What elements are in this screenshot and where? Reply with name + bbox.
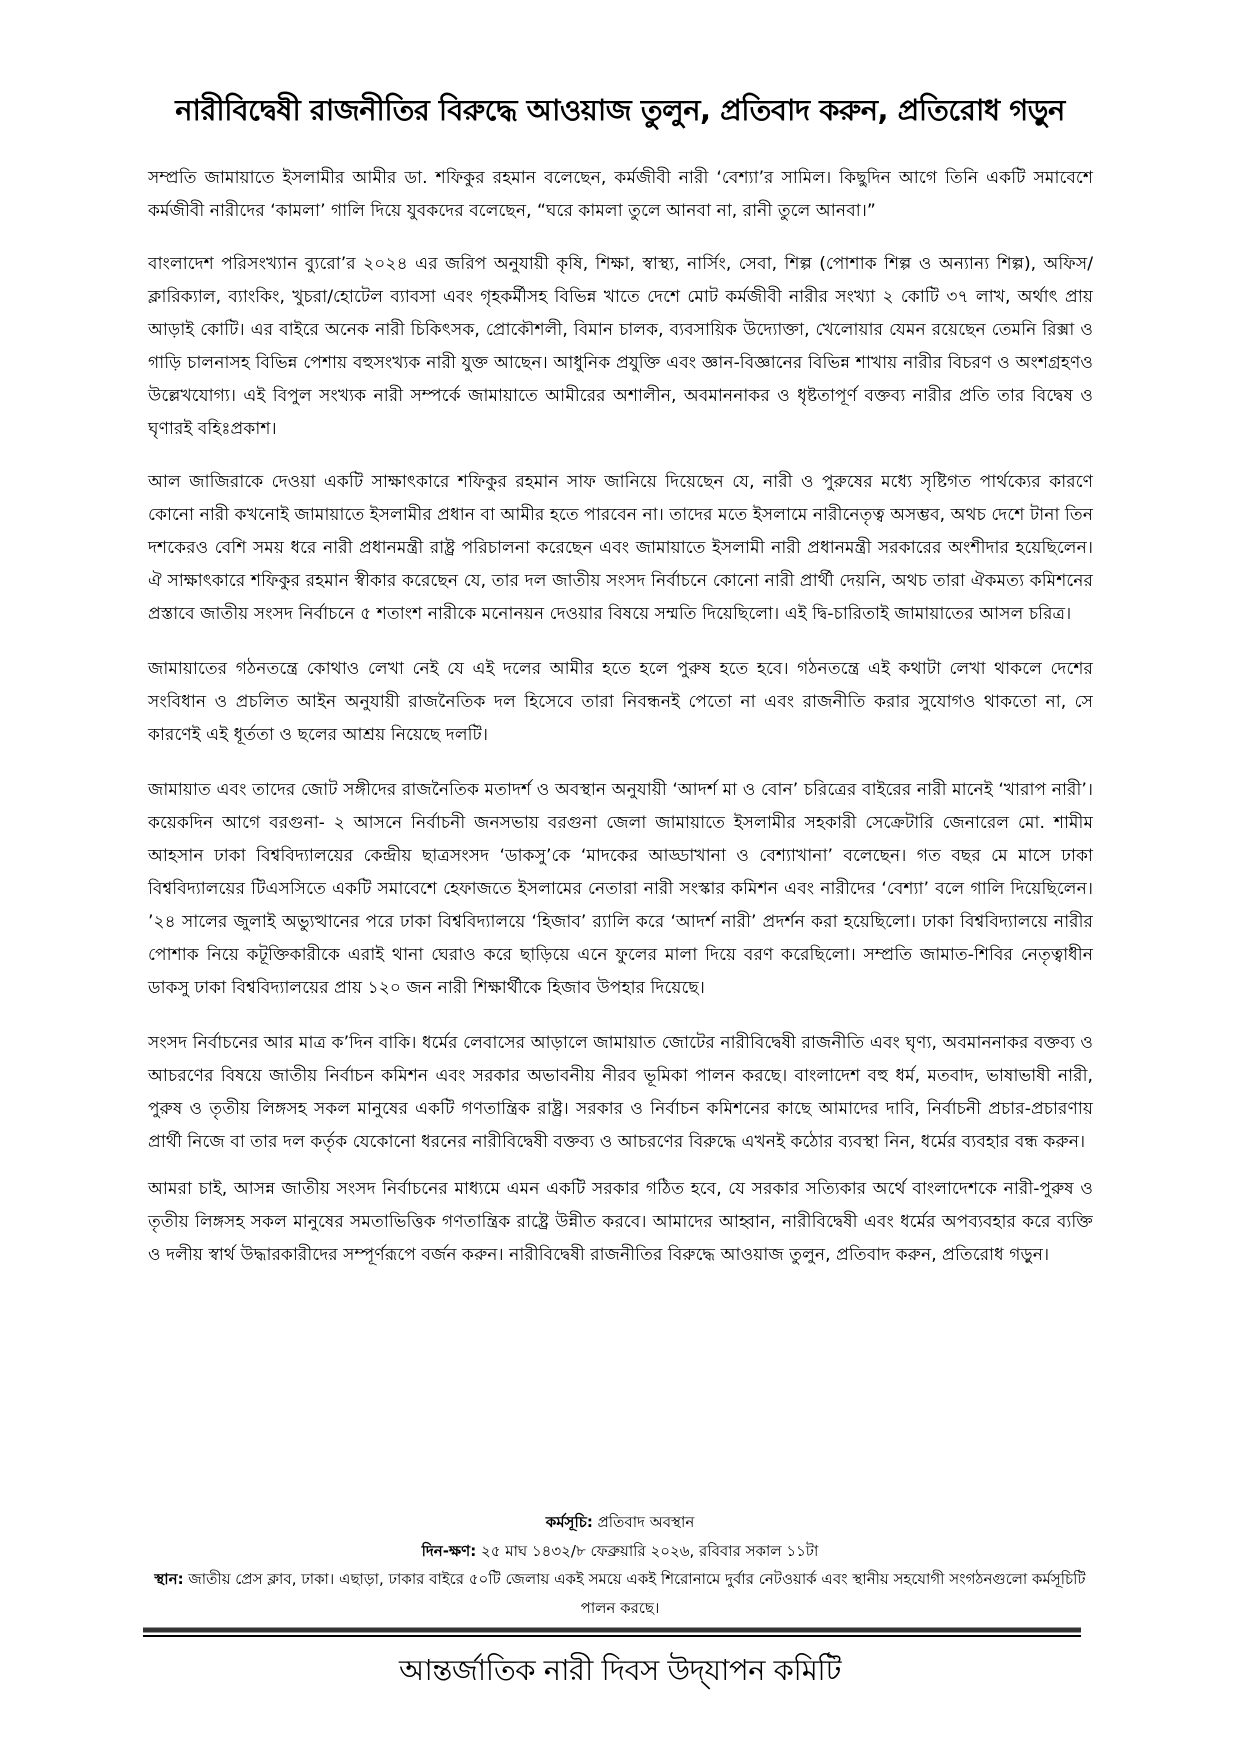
paragraph-6: সংসদ নির্বাচনের আর মাত্র ক’দিন বাকি। ধর্মের লেবাসের আড়ালে জামায়াত জোটের নারীবিদ্বেষী রাজনীতি এবং ঘৃণ্য, অবমাননাকর বক্তব্য ও আচরণের বিষয়ে জাতীয় নির্বাচন কমিশন এবং সরকার অভাবনীয় নীরব ভূমিকা পালন করছে। বাংলাদেশ বহু ধর্ম, মতবাদ, ভাষাভাষী নারী, পুরুষ ও তৃতীয় লিঙ্গসহ সকল মানুষের একটি গণতান্ত্রিক রাষ্ট্র। সরকার ও নির্বাচন কমিশনের কাছে আমাদের দাবি, নির্বাচনী প্রচার-প্রচারণায় প্রার্থী নিজে বা তার দল কর্তৃক যেকোনো ধরনের নারীবিদ্বেষী বক্তব্য ও আচরণের বিরুদ্ধে এখনই কঠোর ব্যবস্থা নিন, ধর্মের ব্যবহার বন্ধ করুন। — [148, 1033, 1093, 1152]
paragraph-2: বাংলাদেশ পরিসংখ্যান ব্যুরো’র ২০২৪ এর জরিপ অনুযায়ী কৃষি, শিক্ষা, স্বাস্থ্য, নার্সিং, সেবা, শিল্প (পোশাক শিল্প ও অন্যান্য শিল্প), অফিস/ক্লারিক্যাল, ব্যাংকিং, খুচরা/হোটেল ব্যাবসা এবং গৃহকর্মীসহ বিভিন্ন খাতে দেশে মোট কর্মজীবী নারীর সংখ্যা ২ কোটি ৩৭ লাখ, অর্থাৎ প্রায় আড়াই কোটি। এর বাইরে অনেক নারী চিকিৎসক, প্রোকৌশলী, বিমান চালক, ব্যবসায়িক উদ্যোক্তা, খেলোয়ার যেমন রয়েছেন তেমনি রিক্সা ও গাড়ি চালনাসহ বিভিন্ন পেশায় বহুসংখ্যক নারী যুক্ত আছেন। আধুনিক প্রযুক্তি এবং জ্ঞান-বিজ্ঞানের বিভিন্ন শাখায় নারীর বিচরণ ও অংশগ্রহণও উল্লেখযোগ্য। এই বিপুল সংখ্যক নারী সম্পর্কে জামায়াতে আমীরের অশালীন, অবমাননাকর ও ধৃষ্টতাপূর্ণ বক্তব্য নারীর প্রতি তার বিদ্বেষ ও ঘৃণারই বহিঃপ্রকাশ। — [148, 254, 1093, 439]
footer-divider-thick — [143, 1627, 1081, 1633]
paragraph-1: সম্প্রতি জামায়াতে ইসলামীর আমীর ডা. শফিকুর রহমান বলেছেন, কর্মজীবী নারী ‘বেশ্যা’র সামিল। কিছুদিন আগে তিনি একটি সমাবেশে কর্মজীবী নারীদের ‘কামলা’ গালি দিয়ে যুবকদের বলেছেন, “ঘরে কামলা তুলে আনবা না, রানী তুলে আনবা।” — [148, 168, 1093, 221]
venue-line — [140, 1565, 1100, 1622]
program-line — [140, 1508, 1100, 1537]
document-title: নারীবিদ্বেষী রাজনীতির বিরুদ্ধে আওয়াজ তুলুন, প্রতিবাদ করুন, প্রতিরোধ গড়ুন — [175, 93, 1065, 127]
paragraph-3: আল জাজিরাকে দেওয়া একটি সাক্ষাৎকারে শফিকুর রহমান সাফ জানিয়ে দিয়েছেন যে, নারী ও পুরুষের মধ্যে সৃষ্টিগত পার্থক্যের কারণে কোনো নারী কখনোই জামায়াতে ইসলামীর প্রধান বা আমীর হতে পারবেন না। তাদের মতে ইসলামে নারীনেতৃত্ব অসম্ভব, অথচ দেশে টানা তিন দশকেরও বেশি সময় ধরে নারী প্রধানমন্ত্রী রাষ্ট্র পরিচালনা করেছেন এবং জামায়াতে ইসলামী নারী প্রধানমন্ত্রী সরকারের অংশীদার হয়েছিলেন। ঐ সাক্ষাৎকারে শফিকুর রহমান স্বীকার করেছেন যে, তার দল জাতীয় সংসদ নির্বাচনে কোনো নারী প্রার্থী দেয়নি, অথচ তারা ঐকমত্য কমিশনের প্রস্তাবে জাতীয় সংসদ নির্বাচনে ৫ শতাংশ নারীকে মনোনয়ন দেওয়ার বিষয়ে সম্মতি দিয়েছিলো। এই দ্বি-চারিতাই জামায়াতের আসল চরিত্র। — [148, 472, 1093, 624]
footer-divider — [143, 1627, 1081, 1637]
footer-organization: আন্তর্জাতিক নারী দিবস উদ্‌যাপন কমিটি — [399, 1653, 841, 1687]
venue-label: স্থান: — [154, 1570, 184, 1588]
footer-divider-thin — [143, 1635, 1081, 1637]
paragraph-4: জামায়াতের গঠনতন্ত্রে কোথাও লেখা নেই যে এই দলের আমীর হতে হলে পুরুষ হতে হবে। গঠনতন্ত্রে এই কথাটা লেখা থাকলে দেশের সংবিধান ও প্রচলিত আইন অনুযায়ী রাজনৈতিক দল হিসেবে তারা নিবন্ধনই পেতো না এবং রাজনীতি করার সুযোগও থাকতো না, সে কারণেই এই ধূর্ততা ও ছলের আশ্রয় নিয়েছে দলটি। — [148, 659, 1093, 745]
paragraph-5: জামায়াত এবং তাদের জোট সঙ্গীদের রাজনৈতিক মতাদর্শ ও অবস্থান অনুযায়ী ‘আদর্শ মা ও বোন’ চরিত্রের বাইরের নারী মানেই ‘খারাপ নারী’। কয়েকদিন আগে বরগুনা- ২ আসনে নির্বাচনী জনসভায় বরগুনা জেলা জামায়াতে ইসলামীর সহকারী সেক্রেটারি জেনারেল মো. শামীম আহসান ঢাকা বিশ্ববিদ্যালয়ের কেন্দ্রীয় ছাত্রসংসদ ‘ডাকসু’কে ‘মাদকের আড্ডাখানা ও বেশ্যাখানা’ বলেছেন। গত বছর মে মাসে ঢাকা বিশ্ববিদ্যালয়ের টিএসসিতে একটি সমাবেশে হেফাজতে ইসলামের নেতারা নারী সংস্কার কমিশন এবং নারীদের ‘বেশ্যা’ বলে গালি দিয়েছিলেন। ’২৪ সালের জুলাই অভ্যুত্থানের পরে ঢাকা বিশ্ববিদ্যালয়ে ‘হিজাব’ র‍্যালি করে ‘আদর্শ নারী’ প্রদর্শন করা হয়েছিলো। ঢাকা বিশ্ববিদ্যালয়ে নারীর পোশাক নিয়ে কটূক্তিকারীকে এরাই থানা ঘেরাও করে ছাড়িয়ে এনে ফুলের মালা দিয়ে বরণ করেছিলো। সম্প্রতি জামাত-শিবির নেতৃত্বাধীন ডাকসু ঢাকা বিশ্ববিদ্যালয়ের প্রায় ১২০ জন নারী শিক্ষার্থীকে হিজাব উপহার দিয়েছে। — [148, 780, 1093, 998]
venue-value: জাতীয় প্রেস ক্লাব, ঢাকা। এছাড়া, ঢাকার বাইরে ৫০টি জেলায় একই সময়ে একই শিরোনামে দুর্বার নেটওয়ার্ক এবং স্থানীয় সহযোগী সংগঠনগুলো কর্মসূচিটি পালন করছে। — [183, 1570, 1086, 1617]
program-label: কর্মসূচি: — [545, 1513, 593, 1531]
datetime-line — [140, 1537, 1100, 1566]
datetime-label: দিন-ক্ষণ: — [421, 1541, 477, 1560]
paragraph-7: আমরা চাই, আসন্ন জাতীয় সংসদ নির্বাচনের মাধ্যমে এমন একটি সরকার গঠিত হবে, যে সরকার সত্যিকার অর্থে বাংলাদেশকে নারী-পুরুষ ও তৃতীয় লিঙ্গসহ সকল মানুষের সমতাভিত্তিক গণতান্ত্রিক রাষ্ট্রে উন্নীত করবে। আমাদের আহ্বান, নারীবিদ্বেষী এবং ধর্মের অপব্যবহার করে ব্যক্তি ও দলীয় স্বার্থ উদ্ধারকারীদের সম্পূর্ণরূপে বর্জন করুন। নারীবিদ্বেষী রাজনীতির বিরুদ্ধে আওয়াজ তুলুন, প্রতিবাদ করুন, প্রতিরোধ গড়ুন। — [148, 1179, 1093, 1265]
document-body — [148, 162, 1093, 1286]
program-value: প্রতিবাদ অবস্থান — [592, 1513, 695, 1531]
program-details — [140, 1508, 1100, 1622]
datetime-value: ২৫ মাঘ ১৪৩২/৮ ফেব্রুয়ারি ২০২৬, রবিবার সকাল ১১টা — [476, 1541, 819, 1560]
